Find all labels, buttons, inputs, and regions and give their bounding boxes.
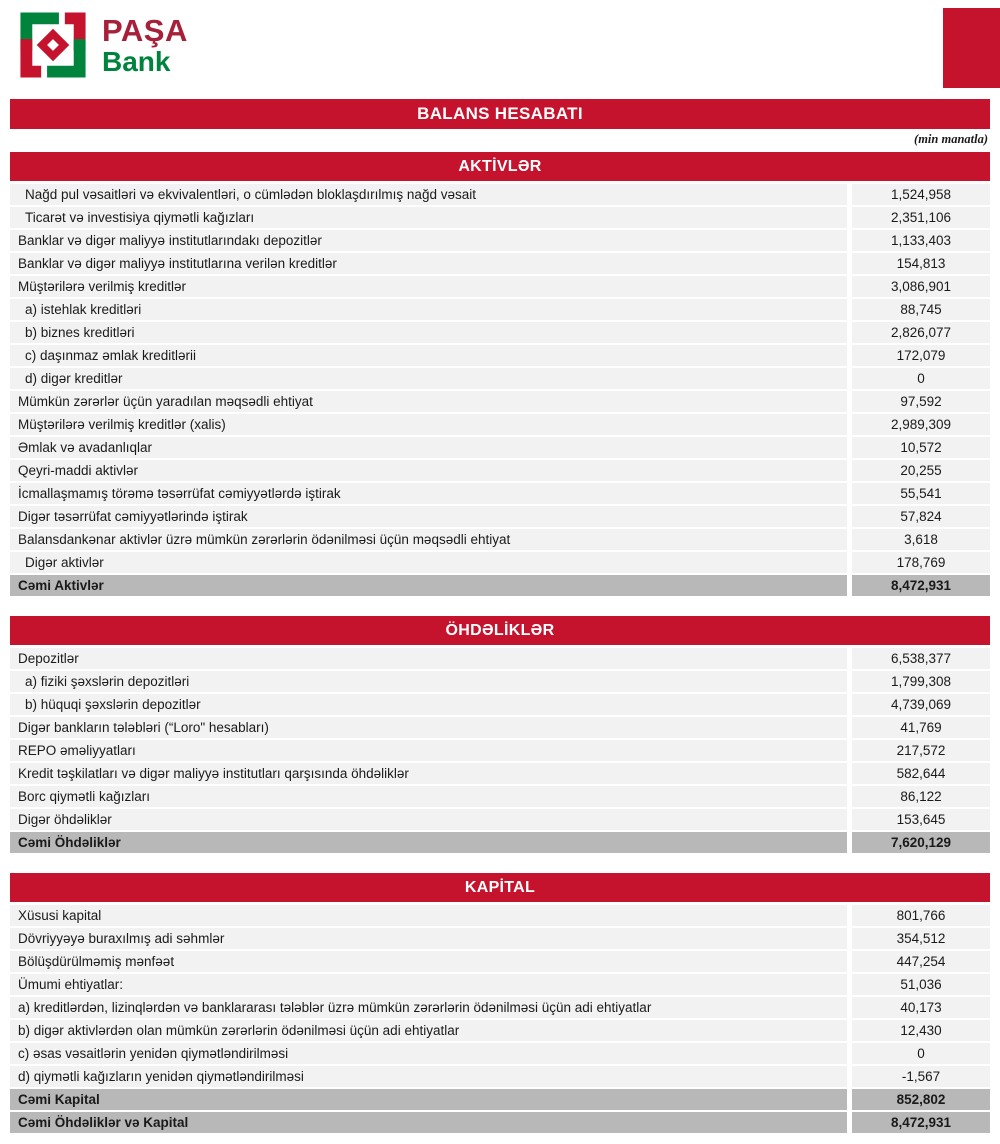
table-row bbox=[10, 763, 990, 784]
row-value: 852,802 bbox=[852, 1089, 990, 1110]
row-label: Nağd pul vəsaitləri və ekvivalentləri, o cümlədən bloklaşdırılmış nağd vəsait bbox=[10, 184, 847, 205]
row-value: 801,766 bbox=[852, 905, 990, 926]
table-row bbox=[10, 951, 990, 972]
row-value: 12,430 bbox=[852, 1020, 990, 1041]
row-label: b) digər aktivlərdən olan mümkün zərərlərin ödənilməsi üçün adi ehtiyatlar bbox=[10, 1020, 847, 1041]
brand-name-bottom: Bank bbox=[102, 45, 171, 77]
brand-logo bbox=[16, 8, 188, 82]
row-label: c) əsas vəsaitlərin yenidən qiymətləndirilməsi bbox=[10, 1043, 847, 1064]
table-row bbox=[10, 483, 990, 504]
row-value: 3,618 bbox=[852, 529, 990, 550]
row-label: Digər təsərrüfat cəmiyyətlərində iştirak bbox=[10, 506, 847, 527]
row-value: 55,541 bbox=[852, 483, 990, 504]
row-label: Müştərilərə verilmiş kreditlər bbox=[10, 276, 847, 297]
row-value: 354,512 bbox=[852, 928, 990, 949]
row-value: 178,769 bbox=[852, 552, 990, 573]
row-label: d) digər kreditlər bbox=[10, 368, 847, 389]
section-title: AKTİVLƏR bbox=[458, 157, 542, 175]
row-value: 4,739,069 bbox=[852, 694, 990, 715]
row-value: 0 bbox=[852, 368, 990, 389]
row-label: Borc qiymətli kağızları bbox=[10, 786, 847, 807]
table-row bbox=[10, 529, 990, 550]
table-row bbox=[10, 740, 990, 761]
table-row bbox=[10, 253, 990, 274]
table-row bbox=[10, 460, 990, 481]
row-label: REPO əməliyyatları bbox=[10, 740, 847, 761]
section-title: KAPİTAL bbox=[464, 878, 536, 896]
table-row bbox=[10, 207, 990, 228]
row-label: a) kreditlərdən, lizinqlərdən və banklararası tələblər üzrə mümkün zərərlərin ödənilməsi üçün adi ehtiyatlar bbox=[10, 997, 847, 1018]
section bbox=[10, 152, 990, 596]
table-row bbox=[10, 974, 990, 995]
row-value: 41,769 bbox=[852, 717, 990, 738]
row-label: Digər öhdəliklər bbox=[10, 809, 847, 830]
row-label: Cəmi Aktivlər bbox=[10, 575, 847, 596]
row-value: 40,173 bbox=[852, 997, 990, 1018]
row-label: Depozitlər bbox=[10, 648, 847, 669]
row-label: Cəmi Öhdəliklər bbox=[10, 832, 847, 853]
row-value: 3,086,901 bbox=[852, 276, 990, 297]
row-label: d) qiymətli kağızların yenidən qiymətləndirilməsi bbox=[10, 1066, 847, 1087]
table-row bbox=[10, 506, 990, 527]
row-label: Ticarət və investisiya qiymətli kağızları bbox=[10, 207, 847, 228]
row-value: 172,079 bbox=[852, 345, 990, 366]
row-value: 97,592 bbox=[852, 391, 990, 412]
section-rows bbox=[10, 905, 990, 1133]
row-label: Cəmi Öhdəliklər və Kapital bbox=[10, 1112, 847, 1133]
row-value: 8,472,931 bbox=[852, 1112, 990, 1133]
table-row bbox=[10, 905, 990, 926]
brand-text bbox=[102, 12, 188, 77]
row-label: a) istehlak kreditləri bbox=[10, 299, 847, 320]
table-row bbox=[10, 437, 990, 458]
row-label: Xüsusi kapital bbox=[10, 905, 847, 926]
table-row bbox=[10, 552, 990, 573]
row-value: 153,645 bbox=[852, 809, 990, 830]
table-row bbox=[10, 414, 990, 435]
row-label: Banklar və digər maliyyə institutlarına verilən kreditlər bbox=[10, 253, 847, 274]
row-value: 0 bbox=[852, 1043, 990, 1064]
row-value: 88,745 bbox=[852, 299, 990, 320]
row-value: 86,122 bbox=[852, 786, 990, 807]
row-label: Müştərilərə verilmiş kreditlər (xalis) bbox=[10, 414, 847, 435]
sections bbox=[10, 152, 990, 1133]
row-value: 2,989,309 bbox=[852, 414, 990, 435]
table-row bbox=[10, 1020, 990, 1041]
row-label: b) hüquqi şəxslərin depozitlər bbox=[10, 694, 847, 715]
row-label: İcmallaşmamış törəmə təsərrüfat cəmiyyətlərdə iştirak bbox=[10, 483, 847, 504]
report-title: BALANS HESABATI bbox=[417, 104, 583, 123]
row-value: 2,826,077 bbox=[852, 322, 990, 343]
table-row bbox=[10, 1112, 990, 1133]
section-title-banner bbox=[10, 152, 990, 181]
row-value: 8,472,931 bbox=[852, 575, 990, 596]
report-title-banner bbox=[10, 99, 990, 129]
section-title: ÖHDƏLİKLƏR bbox=[445, 621, 555, 639]
row-value: 51,036 bbox=[852, 974, 990, 995]
table-row bbox=[10, 575, 990, 596]
row-label: Kredit təşkilatları və digər maliyyə institutları qarşısında öhdəliklər bbox=[10, 763, 847, 784]
row-label: Əmlak və avadanlıqlar bbox=[10, 437, 847, 458]
row-value: 6,538,377 bbox=[852, 648, 990, 669]
row-label: Banklar və digər maliyyə institutlarındakı depozitlər bbox=[10, 230, 847, 251]
row-value: 447,254 bbox=[852, 951, 990, 972]
table-row bbox=[10, 717, 990, 738]
row-value: 10,572 bbox=[852, 437, 990, 458]
row-label: Cəmi Kapital bbox=[10, 1089, 847, 1110]
report bbox=[10, 99, 990, 1133]
table-row bbox=[10, 276, 990, 297]
corner-accent bbox=[943, 8, 1000, 88]
table-row bbox=[10, 809, 990, 830]
table-row bbox=[10, 694, 990, 715]
row-value: 20,255 bbox=[852, 460, 990, 481]
table-row bbox=[10, 648, 990, 669]
row-value: 57,824 bbox=[852, 506, 990, 527]
table-row bbox=[10, 391, 990, 412]
row-label: Balansdankənar aktivlər üzrə mümkün zərərlərin ödənilməsi üçün məqsədli ehtiyat bbox=[10, 529, 847, 550]
table-row bbox=[10, 832, 990, 853]
unit-note: (min manatla) bbox=[914, 132, 988, 146]
row-value: -1,567 bbox=[852, 1066, 990, 1087]
table-row bbox=[10, 184, 990, 205]
row-label: Dövriyyəyə buraxılmış adi səhmlər bbox=[10, 928, 847, 949]
table-row bbox=[10, 230, 990, 251]
row-value: 217,572 bbox=[852, 740, 990, 761]
row-label: Digər aktivlər bbox=[10, 552, 847, 573]
section bbox=[10, 873, 990, 1133]
brand-name-top: PAŞA bbox=[102, 12, 188, 48]
table-row bbox=[10, 997, 990, 1018]
row-value: 582,644 bbox=[852, 763, 990, 784]
table-row bbox=[10, 1043, 990, 1064]
row-label: Digər bankların tələbləri (“Loro" hesabları) bbox=[10, 717, 847, 738]
row-label: b) biznes kreditləri bbox=[10, 322, 847, 343]
row-value: 1,799,308 bbox=[852, 671, 990, 692]
table-row bbox=[10, 299, 990, 320]
table-row bbox=[10, 345, 990, 366]
section-rows bbox=[10, 648, 990, 853]
table-row bbox=[10, 1089, 990, 1110]
table-row bbox=[10, 1066, 990, 1087]
table-row bbox=[10, 786, 990, 807]
table-row bbox=[10, 368, 990, 389]
table-row bbox=[10, 322, 990, 343]
row-label: Mümkün zərərlər üçün yaradılan məqsədli ehtiyat bbox=[10, 391, 847, 412]
pasha-emblem-icon bbox=[16, 8, 90, 82]
header bbox=[0, 0, 1000, 99]
row-value: 7,620,129 bbox=[852, 832, 990, 853]
row-value: 1,133,403 bbox=[852, 230, 990, 251]
row-value: 154,813 bbox=[852, 253, 990, 274]
row-label: Ümumi ehtiyatlar: bbox=[10, 974, 847, 995]
row-label: Qeyri-maddi aktivlər bbox=[10, 460, 847, 481]
row-value: 2,351,106 bbox=[852, 207, 990, 228]
section bbox=[10, 616, 990, 853]
row-label: c) daşınmaz əmlak kreditlərii bbox=[10, 345, 847, 366]
row-label: a) fiziki şəxslərin depozitləri bbox=[10, 671, 847, 692]
table-row bbox=[10, 671, 990, 692]
row-label: Bölüşdürülməmiş mənfəət bbox=[10, 951, 847, 972]
table-row bbox=[10, 928, 990, 949]
row-value: 1,524,958 bbox=[852, 184, 990, 205]
section-title-banner bbox=[10, 616, 990, 645]
section-rows bbox=[10, 184, 990, 596]
section-title-banner bbox=[10, 873, 990, 902]
